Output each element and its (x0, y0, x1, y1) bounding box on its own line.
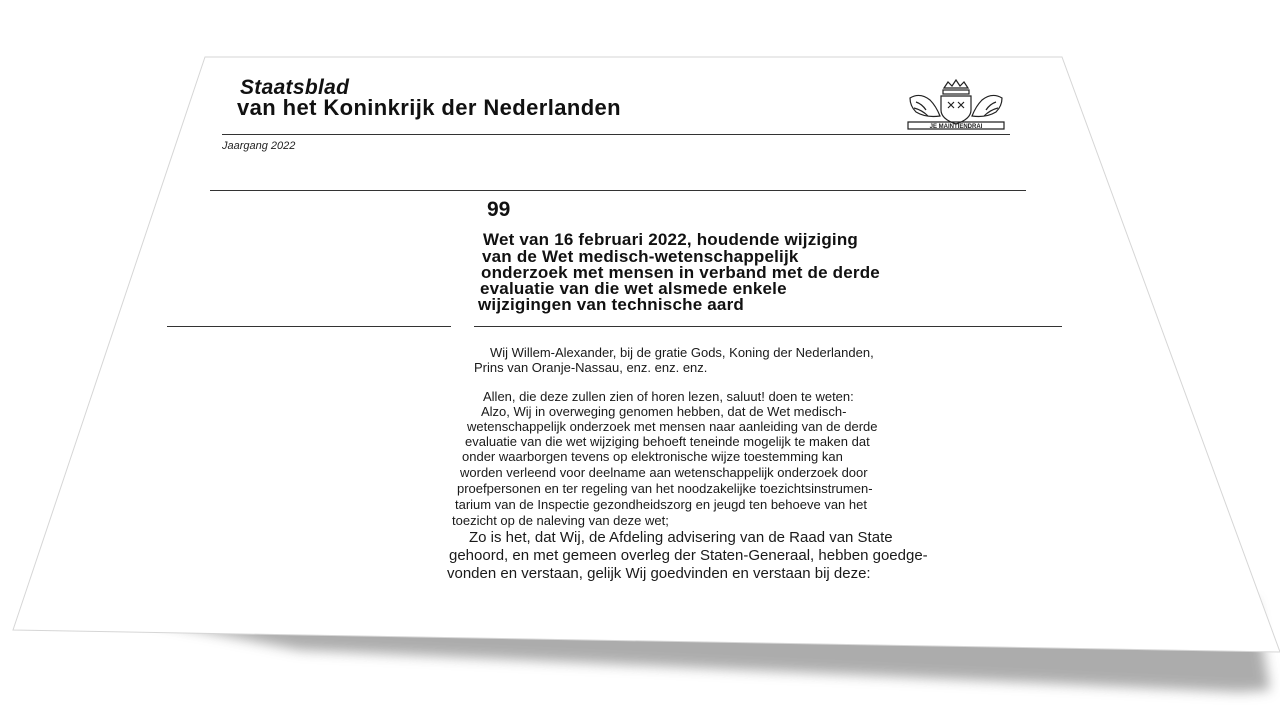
law-title-line: Wet van 16 februari 2022, houdende wijziging (483, 230, 859, 249)
body-line: tarium van de Inspectie gezondheidszorg en jeugd ten behoeve van het (455, 497, 867, 512)
body-line: wetenschappelijk onderzoek met mensen naar aanleiding van de derde (467, 419, 878, 434)
section-rule-right (474, 326, 1062, 327)
body-line: gehoord, en met gemeen overleg der Staten-Generaal, hebben goedge- (449, 547, 928, 564)
body-line: vonden en verstaan, gelijk Wij goedvinden en verstaan bij deze: (447, 565, 871, 582)
body-line: onder waarborgen tevens op elektronische wijze toestemming kan (462, 449, 843, 464)
body-line: toezicht op de naleving van deze wet; (452, 513, 669, 528)
body-line: Allen, die deze zullen zien of horen lezen, saluut! doen te weten: (483, 389, 854, 404)
royal-crest-icon (896, 78, 1012, 134)
law-title-line: evaluatie van die wet alsmede enkele (480, 279, 787, 298)
law-title-line: van de Wet medisch-wetenschappelijk (482, 247, 799, 266)
body-line: evaluatie van die wet wijziging behoeft teneinde mogelijk te maken dat (465, 434, 870, 449)
body-line: worden verleend voor deelname aan wetenschappelijk onderzoek door (460, 465, 868, 480)
body-line: proefpersonen en ter regeling van het noodzakelijke toezichtsinstrumen- (457, 481, 873, 496)
crest-motto: JE MAINTIENDRAI (929, 124, 983, 130)
body-line: Zo is het, dat Wij, de Afdeling advisering van de Raad van State (469, 529, 893, 546)
law-title-line: onderzoek met mensen in verband met de derde (481, 263, 880, 282)
body-line: Alzo, Wij in overweging genomen hebben, dat de Wet medisch- (481, 404, 847, 419)
intro-line: Wij Willem-Alexander, bij de gratie Gods, Koning der Nederlanden, (490, 345, 874, 360)
header-rule (222, 134, 1010, 135)
section-rule-left (167, 326, 451, 327)
intro-line: Prins van Oranje-Nassau, enz. enz. enz. (474, 360, 708, 375)
journal-title: Staatsblad (240, 76, 350, 99)
law-title-line: wijzigingen van technische aard (478, 295, 744, 314)
law-number: 99 (487, 198, 511, 221)
journal-subtitle: van het Koninkrijk der Nederlanden (237, 95, 622, 120)
year-label: Jaargang 2022 (222, 140, 296, 152)
section-rule-top (210, 190, 1026, 191)
